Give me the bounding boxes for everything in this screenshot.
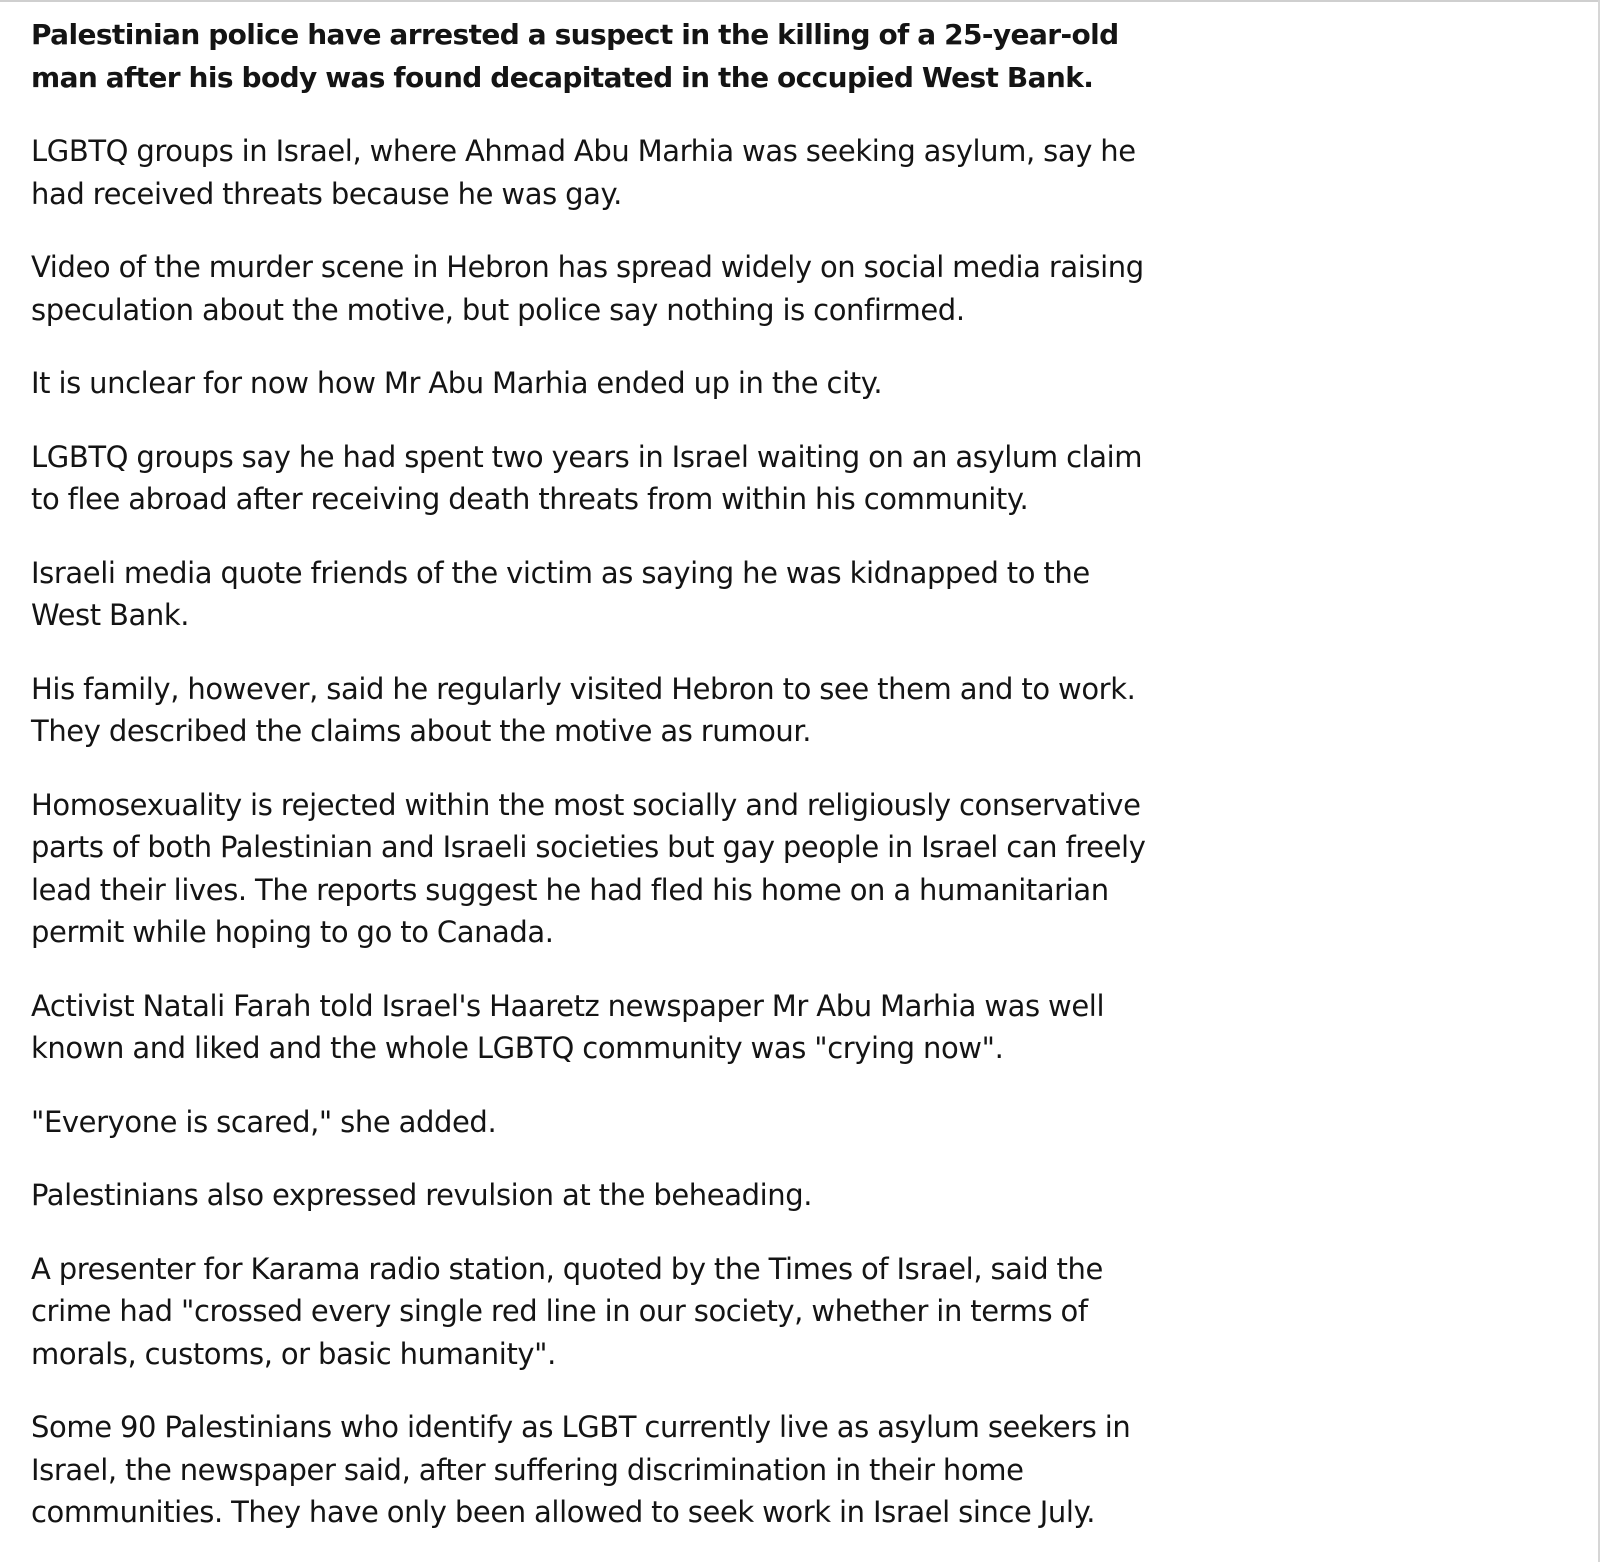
article-paragraph: Israeli media quote friends of the victim as saying he was kidnapped to the West Bank. [31,555,1090,632]
top-divider [0,0,1600,2]
article-paragraph: Some 90 Palestinians who identify as LGBT currently live as asylum seekers in Israel, the newspaper said, after suffering discrimination in their home communities. They have only been allowed to seek work in Israel since July. [31,1410,1131,1529]
article-paragraph: "Everyone is scared," she added. [31,1104,497,1139]
article-paragraph: Video of the murder scene in Hebron has spread widely on social media raising speculation about the motive, but police say nothing is confirmed. [31,250,1144,327]
article-paragraph: A presenter for Karama radio station, quoted by the Times of Israel, said the crime had "crossed every single red line in our society, whether in terms of morals, customs, or basic humanity". [31,1251,1103,1371]
article-paragraph: LGBTQ groups say he had spent two years in Israel waiting on an asylum claim to flee abroad after receiving death threats from within his community. [31,439,1143,516]
article-paragraph: Palestinians also expressed revulsion at the beheading. [31,1178,813,1212]
article-paragraph: His family, however, said he regularly visited Hebron to see them and to work. They described the claims about the motive as rumour. [31,671,1136,748]
article-body [31,14,1161,1565]
article-lead: Palestinian police have arrested a suspect in the killing of a 25-year-old man after his body was found decapitated in the occupied West Bank. [31,18,1119,94]
article-paragraph: Activist Natali Farah told Israel's Haaretz newspaper Mr Abu Marhia was well known and liked and the whole LGBTQ community was "crying now". [31,988,1105,1065]
article-paragraph: It is unclear for now how Mr Abu Marhia ended up in the city. [31,366,883,400]
article-paragraph: LGBTQ groups in Israel, where Ahmad Abu Marhia was seeking asylum, say he had received threats because he was gay. [31,134,1136,211]
article-paragraph: Homosexuality is rejected within the most socially and religiously conservative parts of both Palestinian and Israeli societies but gay people in Israel can freely lead their lives. The reports suggest he had fled his home on a humanitarian permit while hoping to go to Canada. [31,787,1146,949]
